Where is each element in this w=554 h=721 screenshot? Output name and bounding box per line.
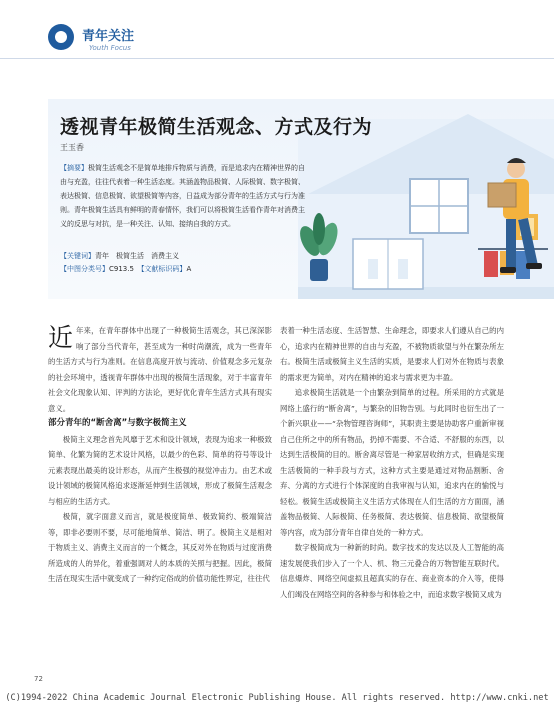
doc-code-label: 【文献标识码】 bbox=[140, 265, 187, 273]
keywords-label: 【关键词】 bbox=[60, 252, 95, 260]
drop-cap: 近 bbox=[48, 323, 74, 352]
paragraph: 极简主义理念首先风靡于艺术和设计领域，表现为追求一种极致简单、化繁为简的艺术设计风格，以最少的色彩、简单的符号等设计元素表现出最美的设计形态，从而产生极强的视觉冲击力。由艺术或设计领域的极简风格追求逐渐延伸到生活领域，形成了极简生活观念与相应的生活方式。 bbox=[48, 434, 272, 506]
paragraph: 数字极简成为一种新的时尚。数字技术的发达以及人工智能的高速发展使我们步入了一个人、机、物三元叠合的万物智能互联时代。信息爆炸、网络空间虚拟且超真实的存在、商业资本的介入等，使得人们竭没在网络空间的各种参与和体验之中，而追求数字极简又成为 bbox=[280, 543, 504, 599]
abstract-label: 【摘要】 bbox=[60, 164, 88, 172]
paragraph bbox=[48, 323, 272, 416]
paragraph-text: 年来，在青年群体中出现了一种极简生活观念，其已深深影响了部分当代青年，甚至成为一种时尚潮流，成为一些青年的生活方式与行为准则。在信息高度开放与流动、价值观念多元复杂的社会环境中，透视青年群体中出现的极简生活现象，对于丰富青年社会文化现象认知、评判的方法论，更好优化青年生活方式具有现实意义。 bbox=[48, 326, 272, 413]
body-left-column bbox=[48, 323, 272, 587]
class-value: C913.5 bbox=[109, 265, 134, 273]
room-floor bbox=[298, 287, 554, 299]
page-number: 72 bbox=[34, 675, 43, 683]
header-divider bbox=[0, 58, 554, 59]
keywords-line bbox=[60, 251, 179, 261]
window-icon bbox=[410, 179, 468, 233]
article-author: 王玉香 bbox=[60, 143, 84, 152]
class-label: 【中图分类号】 bbox=[60, 265, 109, 273]
paragraph: 追求极简生活就是一个由繁杂到简单的过程。所采用的方式就是网络上盛行的“断舍离”，与繁杂的旧物告别。与此同时也衍生出了一个新兴职业——“杂物管理咨询师”，其职责主要是协助客户重新审视自己住所之中的所有物品，扔掉不需要、不合适、不舒服的东西，以达到生活极简的目的。断舍离尽管是一种家居收纳方式，但确是实现生活极简的一种手段与方式，这种方式主要是通过对物品割断、舍弃、分离的方式进行个体深度的自我审视与认知，追求内在的愉悦与轻松。极简生活或极简主义生活方式体现在人们生活的方方面面，涵盖物品极简、人际极简、任务极简、表达极简、信息极简、欲望极简等内容，成为部分青年自律自处的一种方式。 bbox=[280, 388, 504, 537]
doc-code-value: A bbox=[186, 265, 192, 273]
section-title: 青年关注 bbox=[82, 29, 135, 44]
abstract-text: 极简生活观念不是简单地排斥物质与消费，而是追求内在精神世界的自由与充盈，往往代表着一种生活态度。其涵盖物品极简、人际极简、数字极简、表达极简、信息极简、欲望极简等内容，日益成为部分青年的生活方式与行为准则。青年极简生活具有鲜明的青春情怀，我们可以将极简生活看作青年对消费主义的反思与对抗，是一种关注、认知、接纳自我的方式。 bbox=[60, 164, 305, 228]
section-heading: 部分青年的“断舍离”与数字极简主义 bbox=[48, 418, 187, 428]
body-right-column bbox=[280, 323, 504, 602]
keywords-text: 青年 极简生活 消费主义 bbox=[95, 252, 179, 260]
paragraph: 表着一种生活态度、生活智慧、生命理念，即要求人们遵从自己的内心，追求内在精神世界的自由与充盈，不被物质欲望与外在繁杂所左右。极简生活或极简主义生活的实质，是要求人们对外在物质与表象的需求更为简单，对内在精神的追求与需求更为丰盈。 bbox=[280, 326, 504, 382]
classification-line bbox=[60, 264, 191, 274]
section-subtitle: Youth Focus bbox=[89, 44, 131, 52]
paragraph: 极简，就字面意义而言，就是极度简单、极致简约、极端简洁等，即非必要则不要，尽可能地简单、简洁、明了。极简主义是相对于物质主义、消费主义而言的一个概念，其反对外在物质与过度消费所造成的人的异化，着重强调对人的本质的关照与把握。因此，极简生活在现实生活中就变成了一种约定俗成的价值功能性界定，往往代 bbox=[48, 512, 272, 583]
copyright-footer: (C)1994-2022 China Academic Journal Electronic Publishing House. All rights reserved. http://www.cnki.net bbox=[5, 693, 549, 703]
journal-logo-icon bbox=[48, 24, 74, 50]
cabinet-icon bbox=[353, 239, 423, 289]
article-title: 透视青年极简生活观念、方式及行为 bbox=[60, 116, 373, 138]
abstract bbox=[60, 161, 310, 231]
